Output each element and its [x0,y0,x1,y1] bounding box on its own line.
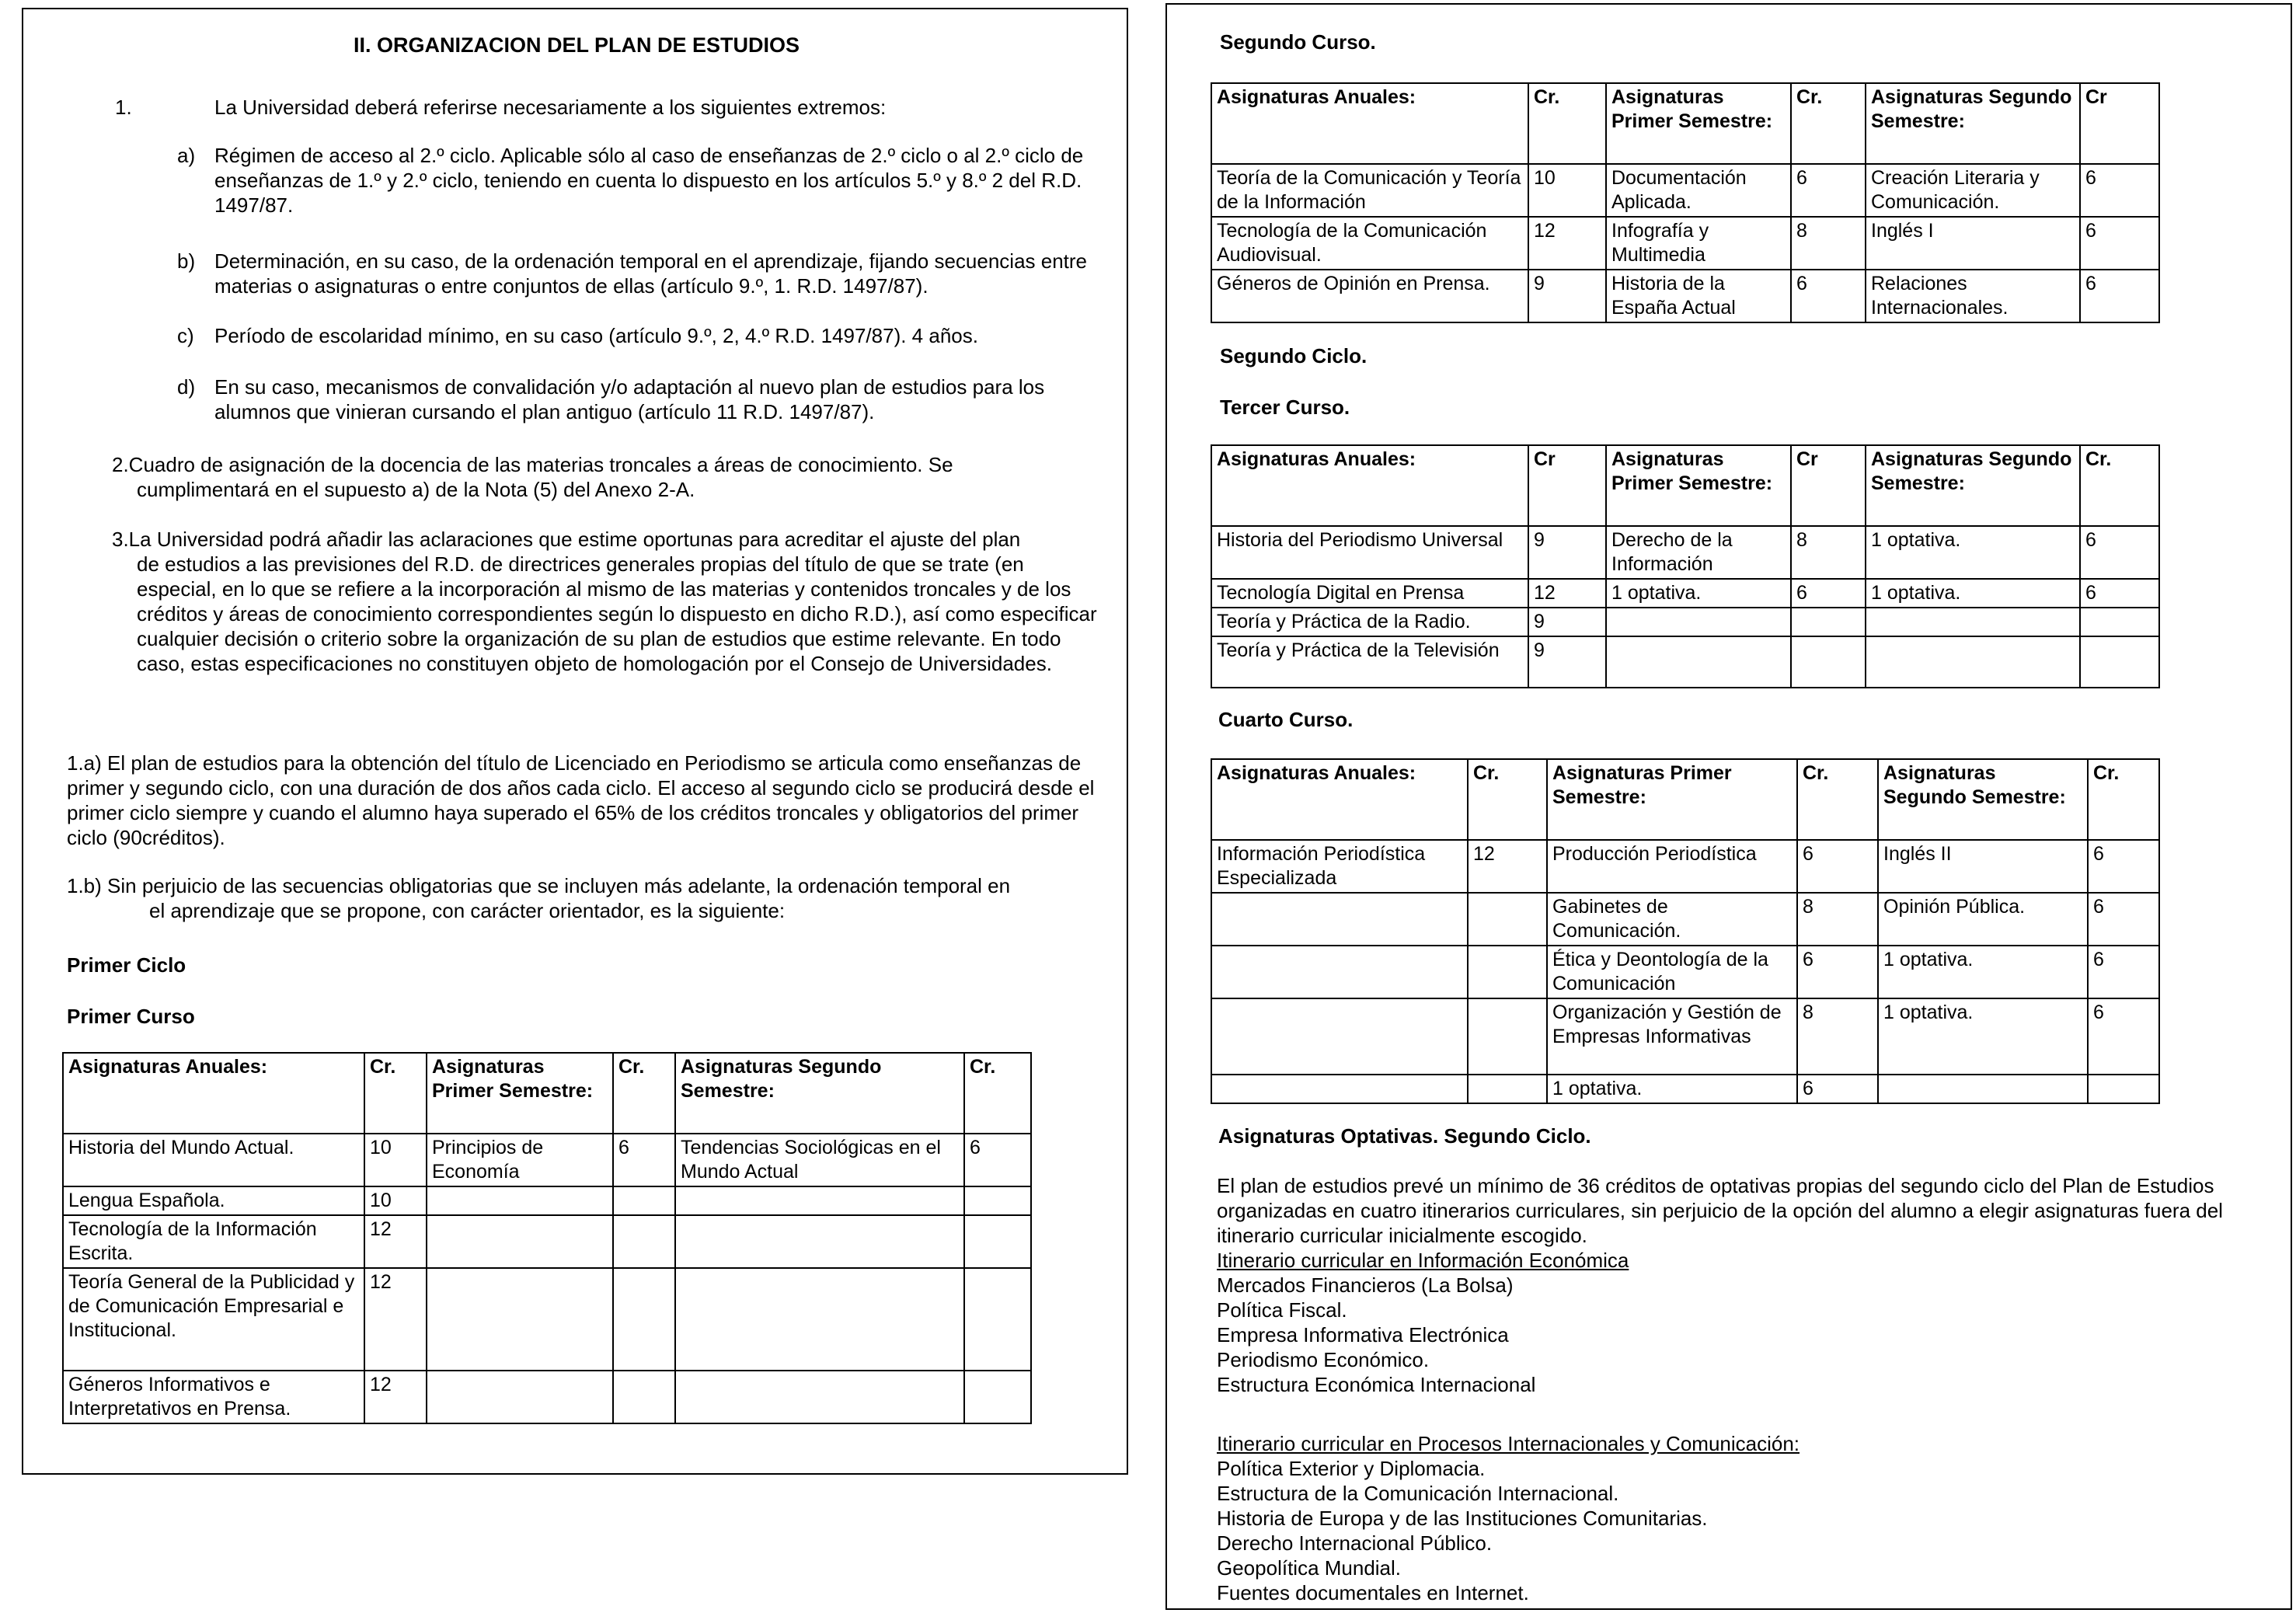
list-item: Fuentes documentales en Internet. [1217,1581,1529,1604]
table-cell: Información Periodística Especializada [1211,840,1468,893]
table-cell [964,1215,1031,1268]
table-cell: Historia del Mundo Actual. [63,1134,364,1186]
itinerario-economica-title: Itinerario curricular en Información Económica [1217,1249,1629,1272]
table-cell: 10 [364,1186,427,1215]
table-cell: Teoría de la Comunicación y Teoría de la Información [1211,164,1528,217]
table-primer-curso [62,1052,1032,1424]
itinerario-economica-list [1217,1273,2149,1397]
table-row [63,1268,1031,1371]
column-header: Cr [1791,445,1866,526]
table-cell [1211,998,1468,1075]
table-cell: Creación Literaria y Comunicación. [1866,164,2080,217]
table-cell: 10 [364,1134,427,1186]
table-cell: Teoría General de la Publicidad y de Comunicación Empresarial e Institucional. [63,1268,364,1371]
table-cell [1211,1075,1468,1103]
column-header: Asignaturas Primer Semestre: [1606,83,1791,164]
table-row [63,1134,1031,1186]
list-item: Política Exterior y Diplomacia. [1217,1457,1486,1480]
sub-d-label: d) [177,375,196,399]
table-cell: Opinión Pública. [1878,893,2088,946]
sub-c-label: c) [177,324,194,347]
table-cell: Tecnología Digital en Prensa [1211,579,1528,608]
column-header: Cr. [364,1053,427,1134]
sub-d-text: En su caso, mecanismos de convalidación y/o adaptación al nuevo plan de estudios para los alumnos que vinieran cursando el plan antiguo (artículo 11 R.D. 1497/87). [214,375,1045,423]
paragraph-1b-first-line: 1.b) Sin perjuicio de las secuencias obligatorias que se incluyen más adelante, la ordenación temporal en [67,874,1011,897]
table-cell [2088,1075,2159,1103]
table-cell: 12 [1528,579,1606,608]
heading-optativas: Asignaturas Optativas. Segundo Ciclo. [1218,1124,1591,1148]
column-header: Asignaturas Primer Semestre: [1547,759,1797,840]
table-row [1211,526,2159,579]
table-cell: 6 [1791,270,1866,322]
column-header: Cr. [1797,759,1878,840]
table-cell [675,1215,964,1268]
table-cell [675,1268,964,1371]
table-cell: Documentación Aplicada. [1606,164,1791,217]
table-cell: Historia del Periodismo Universal [1211,526,1528,579]
column-header: Asignaturas Segundo Semestre: [1866,445,2080,526]
list-item: Empresa Informativa Electrónica [1217,1323,1509,1346]
list-item: Periodismo Económico. [1217,1348,1430,1371]
heading-primer-ciclo: Primer Ciclo [67,953,186,977]
heading-cuarto-curso: Cuarto Curso. [1218,708,1354,731]
table-cell [1878,1075,2088,1103]
table-cell: Teoría y Práctica de la Radio. [1211,608,1528,636]
column-header: Asignaturas Segundo Semestre: [1866,83,2080,164]
table-cell: Inglés I [1866,217,2080,270]
left-page [22,8,1128,1475]
table-header-row [1211,83,2159,164]
table-cell: 8 [1797,998,1878,1075]
table-cell: Principios de Economía [427,1134,613,1186]
table-cell [427,1268,613,1371]
table-header-row [63,1053,1031,1134]
table-cell [675,1186,964,1215]
table-row [1211,217,2159,270]
table-row [1211,579,2159,608]
table-cell: 9 [1528,608,1606,636]
table-cell: 6 [1797,946,1878,998]
table-cell [1791,608,1866,636]
table-cell [613,1371,675,1423]
item-3-rest: de estudios a las previsiones del R.D. de directrices generales propias del título de que se trate (en especial, en lo que se refiere a la incorporación al mismo de las materias y contenidos troncales y de los créditos y áreas de conocimiento correspondientes según lo dispuesto en dicho R.D.), así como especificar cualquier decisión o criterio sobre la organización de su plan de estudios que estime relevante. En todo caso, estas especificaciones no constituyen objeto de homologación por el Consejo de Universidades. [137,552,1097,675]
table-cell: 1 optativa. [1878,998,2088,1075]
table-cell [427,1215,613,1268]
item-3-first-line: 3.La Universidad podrá añadir las aclaraciones que estime oportunas para acreditar el ajuste del plan [112,528,1021,551]
item-2-rest: cumplimentará en el supuesto a) de la Nota (5) del Anexo 2-A. [137,478,695,501]
table-cell: Producción Periodística [1547,840,1797,893]
table-cell: Tendencias Sociológicas en el Mundo Actual [675,1134,964,1186]
table-cell: 8 [1791,217,1866,270]
table-cell: 6 [2088,893,2159,946]
table-cell [1468,998,1547,1075]
column-header: Asignaturas Anuales: [1211,759,1468,840]
paragraph-1b-rest: el aprendizaje que se propone, con carácter orientador, es la siguiente: [149,899,786,922]
page-title: II. ORGANIZACION DEL PLAN DE ESTUDIOS [353,33,800,57]
list-item: Derecho Internacional Público. [1217,1531,1493,1555]
table-cell: Lengua Española. [63,1186,364,1215]
column-header: Asignaturas Primer Semestre: [1606,445,1791,526]
column-header: Cr [1528,445,1606,526]
column-header: Cr. [1528,83,1606,164]
column-header: Asignaturas Anuales: [1211,445,1528,526]
table-cell [964,1268,1031,1371]
table-cell: 6 [2080,164,2159,217]
table-cell: Organización y Gestión de Empresas Informativas [1547,998,1797,1075]
column-header: Asignaturas Segundo Semestre: [675,1053,964,1134]
table-cell [1866,608,2080,636]
table-cell: 12 [1468,840,1547,893]
table-cell: 12 [364,1268,427,1371]
column-header: Cr. [964,1053,1031,1134]
table-cell [1211,946,1468,998]
sub-a-text: Régimen de acceso al 2.º ciclo. Aplicable sólo al caso de enseñanzas de 2.º ciclo o al 2.º ciclo de enseñanzas de 1.º y 2.º ciclo, teniendo en cuenta lo dispuesto en los artículos 5.º y 8.º 2 del R.D. 1497/87. [214,144,1084,217]
table-cell: 6 [2080,579,2159,608]
column-header: Cr. [1468,759,1547,840]
column-header: Cr. [1791,83,1866,164]
table-cell: Inglés II [1878,840,2088,893]
table-cell: 9 [1528,270,1606,322]
item-1-text: La Universidad deberá referirse necesariamente a los siguientes extremos: [214,96,887,119]
table-cell [2080,608,2159,636]
list-item: Geopolítica Mundial. [1217,1556,1402,1580]
table-tercer-curso [1211,444,2160,688]
table-cell: 6 [1791,164,1866,217]
table-cell: 8 [1797,893,1878,946]
table-cell: 12 [364,1371,427,1423]
right-page [1165,3,2292,1610]
table-cell: 1 optativa. [1866,526,2080,579]
column-header: Cr. [2080,445,2159,526]
table-cell: Derecho de la Información [1606,526,1791,579]
table-cell [613,1215,675,1268]
sub-c-text: Período de escolaridad mínimo, en su caso (artículo 9.º, 2, 4.º R.D. 1497/87). 4 años. [214,324,978,347]
table-row [63,1186,1031,1215]
table-cell: 6 [1797,840,1878,893]
table-header-row [1211,759,2159,840]
table-row [63,1371,1031,1423]
table-cell [1606,636,1791,688]
table-cell: 6 [2088,946,2159,998]
table-cell: 6 [964,1134,1031,1186]
table-cell [1606,608,1791,636]
column-header: Asignaturas Primer Semestre: [427,1053,613,1134]
table-row [1211,636,2159,688]
column-header: Asignaturas Segundo Semestre: [1878,759,2088,840]
list-item: Historia de Europa y de las Instituciones Comunitarias. [1217,1507,1708,1530]
table-cell: Gabinetes de Comunicación. [1547,893,1797,946]
table-cell [1468,893,1547,946]
table-cell [1866,636,2080,688]
table-cell [1211,893,1468,946]
itinerario-internacional-list [1217,1456,2149,1605]
table-cell: Teoría y Práctica de la Televisión [1211,636,1528,688]
list-item: Política Fiscal. [1217,1298,1347,1322]
table-cell: 1 optativa. [1547,1075,1797,1103]
table-cell [1468,1075,1547,1103]
table-cell: 1 optativa. [1606,579,1791,608]
table-header-row [1211,445,2159,526]
table-cell: 12 [1528,217,1606,270]
table-cell: 6 [2088,840,2159,893]
heading-segundo-ciclo: Segundo Ciclo. [1220,344,1367,368]
table-cell: 8 [1791,526,1866,579]
table-cell: 10 [1528,164,1606,217]
table-row [1211,840,2159,893]
table-cell: Géneros Informativos e Interpretativos en Prensa. [63,1371,364,1423]
table-row [1211,1075,2159,1103]
item-1-number: 1. [115,96,132,119]
table-cell [2080,636,2159,688]
optativas-intro: El plan de estudios prevé un mínimo de 36 créditos de optativas propias del segundo ciclo del Plan de Estudios organizadas en cuatro itinerarios curriculares, sin perjuicio de la opción del alumno a elegir asignaturas fuera del itinerario curricular inicialmente escogido. [1217,1174,2223,1247]
table-cell: 6 [1791,579,1866,608]
table-cell [613,1186,675,1215]
column-header: Cr. [2088,759,2159,840]
paragraph-1a: 1.a) El plan de estudios para la obtención del título de Licenciado en Periodismo se articula como enseñanzas de primer y segundo ciclo, con una duración de dos años cada ciclo. El acceso al segundo ciclo se producirá desde el primer ciclo siempre y cuando el alumno haya superado el 65% de los créditos troncales y obligatorios del primer ciclo (90créditos). [67,751,1095,849]
heading-tercer-curso: Tercer Curso. [1220,395,1350,419]
table-cell: 9 [1528,526,1606,579]
table-cell: 12 [364,1215,427,1268]
table-row [1211,608,2159,636]
table-cell: 6 [2080,270,2159,322]
column-header: Asignaturas Anuales: [1211,83,1528,164]
table-cell: Géneros de Opinión en Prensa. [1211,270,1528,322]
table-cuarto-curso [1211,758,2160,1104]
item-2-first-line: 2.Cuadro de asignación de la docencia de las materias troncales a áreas de conocimiento. Se [112,453,953,476]
sub-a-label: a) [177,144,196,167]
table-cell [427,1371,613,1423]
column-header: Asignaturas Anuales: [63,1053,364,1134]
list-item: Estructura Económica Internacional [1217,1373,1536,1396]
table-cell: Tecnología de la Comunicación Audiovisual. [1211,217,1528,270]
table-cell [964,1371,1031,1423]
table-cell: Infografía y Multimedia [1606,217,1791,270]
itinerario-internacional-title: Itinerario curricular en Procesos Internacionales y Comunicación: [1217,1432,1800,1455]
heading-segundo-curso: Segundo Curso. [1220,30,1376,54]
sub-b-label: b) [177,249,196,273]
table-cell: Tecnología de la Información Escrita. [63,1215,364,1268]
column-header: Cr. [613,1053,675,1134]
table-cell [675,1371,964,1423]
table-cell [1468,946,1547,998]
table-cell [613,1268,675,1371]
table-cell: 6 [613,1134,675,1186]
table-cell: 1 optativa. [1866,579,2080,608]
table-cell: Historia de la España Actual [1606,270,1791,322]
table-cell: 6 [2080,217,2159,270]
heading-primer-curso: Primer Curso [67,1005,195,1028]
table-cell: Ética y Deontología de la Comunicación [1547,946,1797,998]
table-cell: 6 [2088,998,2159,1075]
table-row [1211,946,2159,998]
table-cell: 6 [1797,1075,1878,1103]
table-cell [427,1186,613,1215]
sub-b-text: Determinación, en su caso, de la ordenación temporal en el aprendizaje, fijando secuencias entre materias o asignaturas o entre conjuntos de ellas (artículo 9.º, 1. R.D. 1497/87). [214,249,1088,298]
list-item: Estructura de la Comunicación Internacional. [1217,1482,1619,1505]
table-cell: 6 [2080,526,2159,579]
table-row [63,1215,1031,1268]
column-header: Cr [2080,83,2159,164]
table-row [1211,893,2159,946]
table-segundo-curso [1211,82,2160,323]
table-cell: 9 [1528,636,1606,688]
table-cell: 1 optativa. [1878,946,2088,998]
table-row [1211,270,2159,322]
table-row [1211,164,2159,217]
table-row [1211,998,2159,1075]
list-item: Mercados Financieros (La Bolsa) [1217,1273,1514,1297]
table-cell [964,1186,1031,1215]
table-cell [1791,636,1866,688]
table-cell: Relaciones Internacionales. [1866,270,2080,322]
